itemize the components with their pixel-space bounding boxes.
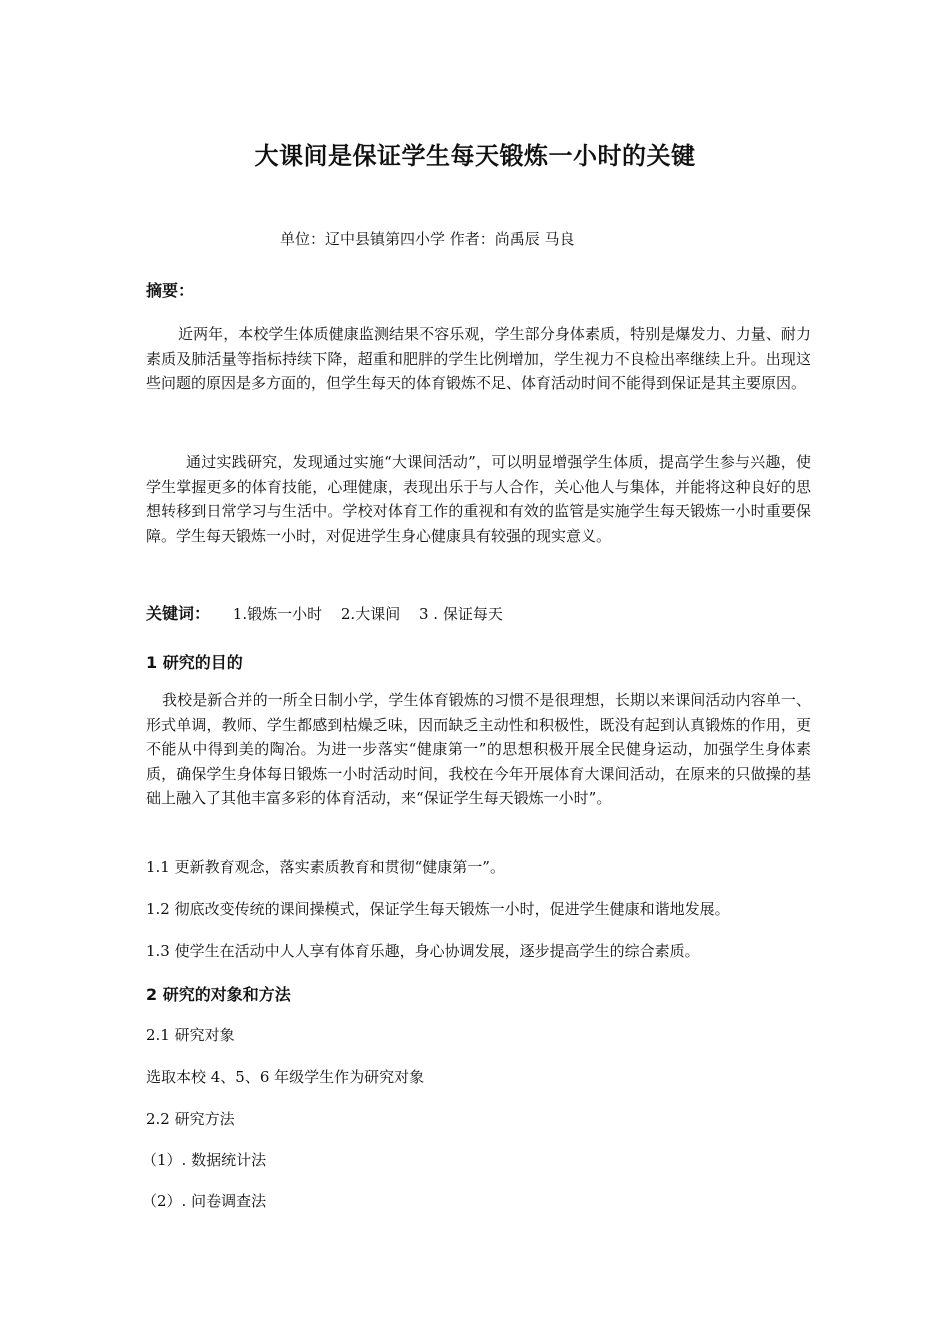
- keywords-line: [146, 601, 517, 624]
- section-2-heading: 2 研究的对象和方法: [146, 985, 291, 1004]
- section-2-line: 2.2 研究方法: [146, 1110, 235, 1128]
- section-1-heading: 1 研究的目的: [146, 653, 243, 672]
- keyword-item: 3 . 保证每天: [418, 605, 503, 623]
- section-1-item: 1.1 更新教育观念，落实素质教育和贯彻“健康第一”。: [146, 858, 505, 876]
- abstract-heading: 摘要：: [146, 281, 195, 300]
- section-1-item: 1.3 使学生在活动中人人享有体育乐趣，身心协调发展，逐步提高学生的综合素质。: [146, 942, 700, 960]
- section-2-line: （1）. 数据统计法: [142, 1151, 267, 1169]
- section-1-item: 1.2 彻底改变传统的课间操模式，保证学生每天锻炼一小时，促进学生健康和谐地发展。: [146, 900, 730, 918]
- keyword-item: 2.大课间: [340, 605, 401, 623]
- abstract-paragraph-2: 通过实践研究，发现通过实施“大课间活动”，可以明显增强学生体质，提高学生参与兴趣，使学生掌握更多的体育技能，心理健康，表现出乐于与人合作，关心他人与集体，并能将这种良好的思想转移到日常学习与生活中。学校对体育工作的重视和有效的监管是实施学生每天锻炼一小时重要保障。学生每天锻炼一小时，对促进学生身心健康具有较强的现实意义。: [146, 453, 811, 545]
- author-line: 单位：辽中县镇第四小学 作者：尚禹辰 马良: [280, 230, 575, 248]
- keyword-item: 1.锻炼一小时: [232, 605, 323, 623]
- keywords-label: 关键词：: [146, 604, 211, 623]
- section-2-line: 2.1 研究对象: [146, 1026, 235, 1044]
- abstract-paragraph-1: 近两年，本校学生体质健康监测结果不容乐观，学生部分身体素质，特别是爆发力、力量、耐力素质及肺活量等指标持续下降，超重和肥胖的学生比例增加，学生视力不良检出率继续上升。出现这些问题的原因是多方面的，但学生每天的体育锻炼不足、体育活动时间不能得到保证是其主要原因。: [146, 325, 811, 392]
- section-2-line: （2）. 问卷调查法: [142, 1192, 267, 1210]
- document-title: 大课间是保证学生每天锻炼一小时的关键: [254, 142, 696, 170]
- section-2-line: 选取本校 4、5、6 年级学生作为研究对象: [146, 1068, 425, 1086]
- section-1-paragraph: 我校是新合并的一所全日制小学，学生体育锻炼的习惯不是很理想，长期以来课间活动内容单一、形式单调，教师、学生都感到枯燥乏味，因而缺乏主动性和积极性，既没有起到认真锻炼的作用，更不能从中得到美的陶冶。为进一步落实“健康第一”的思想积极开展全民健身运动，加强学生身体素质，确保学生身体每日锻炼一小时活动时间，我校在今年开展体育大课间活动，在原来的只做操的基础上融入了其他丰富多彩的体育活动，来“保证学生每天锻炼一小时”。: [146, 691, 811, 807]
